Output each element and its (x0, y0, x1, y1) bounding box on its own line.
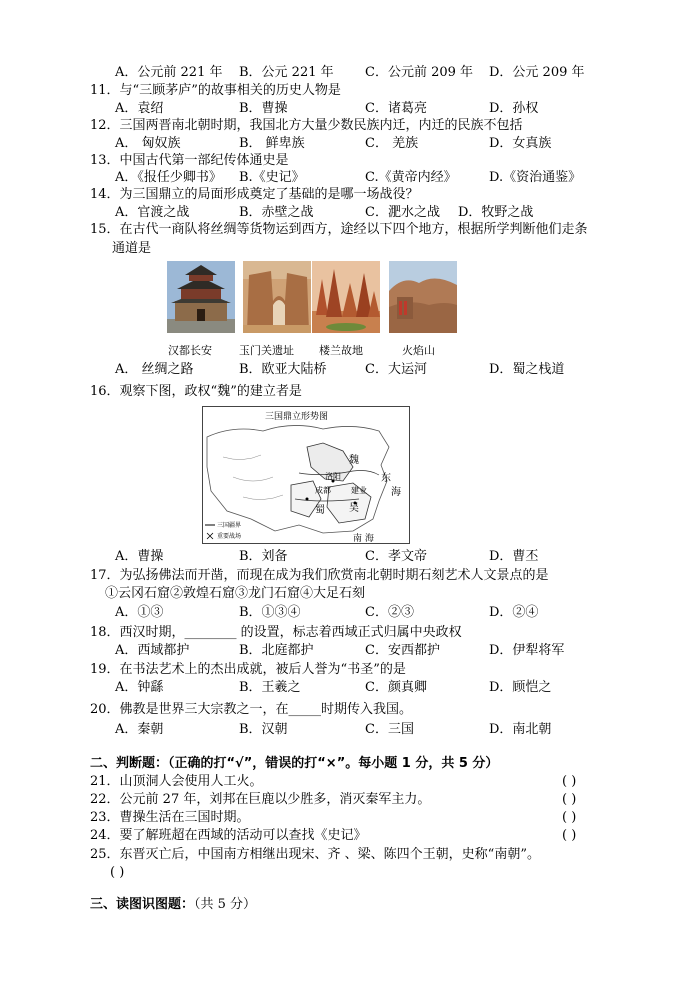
option-d: D．南北朝 (489, 722, 552, 737)
map-legend-boundary: 三国疆界 (217, 522, 242, 529)
option-a: A．曹操 (115, 549, 164, 564)
question-stem-continued: 通道是 (112, 241, 152, 256)
question-sub-items: ①云冈石窟②敦煌石窟③龙门石窟④大足石刻 (105, 586, 366, 601)
three-kingdoms-map (202, 406, 410, 544)
map-label-shu: 蜀 (315, 505, 325, 516)
photo-caption: 楼兰故地 (319, 344, 363, 357)
option-d: D．孙权 (489, 101, 539, 116)
option-c: C．三国 (365, 722, 414, 737)
judgement-item: 21．山顶洞人会使用人工火。 (90, 774, 263, 789)
option-b: B．公元 221 年 (239, 65, 334, 80)
answer-blank[interactable]: ( ) (562, 828, 577, 843)
option-a: A．官渡之战 (115, 205, 190, 220)
question-stem: 11．与“三顾茅庐”的故事相关的历史人物是 (90, 83, 341, 98)
option-b: B．曹操 (239, 101, 288, 116)
option-a: A．《报任少卿书》 (115, 170, 222, 185)
option-b: B．欧亚大陆桥 (239, 362, 327, 377)
map-label-jianye: 建业 (351, 486, 367, 495)
option-a: A． 丝绸之路 (115, 362, 194, 377)
photo-changan-bell-tower (167, 261, 235, 333)
option-b: B．刘备 (239, 549, 288, 564)
question-stem: 18．西汉时期，________ 的设置，标志着西域正式归属中央政权 (90, 625, 462, 640)
option-a: A．①③ (115, 605, 164, 620)
map-label-wei: 魏 (349, 455, 359, 466)
map-label-chengdu: 成都 (315, 486, 331, 495)
option-b: B．王羲之 (239, 680, 301, 695)
option-a: A． 匈奴族 (115, 136, 181, 151)
question-options (115, 604, 675, 622)
photo-caption: 火焰山 (402, 344, 435, 357)
option-b: B．汉朝 (239, 722, 288, 737)
option-c: C．②③ (365, 605, 414, 620)
option-a: A．钟繇 (115, 680, 164, 695)
question-stem: 20．佛教是世界三大宗教之一，在_____时期传入我国。 (90, 702, 413, 717)
answer-blank[interactable]: ( ) (110, 865, 125, 880)
q10-options (115, 64, 675, 82)
option-d: D．曹丕 (489, 549, 539, 564)
question-options (115, 169, 675, 187)
option-c: C．颜真卿 (365, 680, 427, 695)
option-d: D.《资治通鉴》 (489, 170, 582, 185)
section-heading: 二、判断题：（正确的打“√”，错误的打“×”。每小题 1 分，共 5 分） (90, 756, 499, 771)
answer-blank[interactable]: ( ) (562, 774, 577, 789)
option-c: C.《黄帝内经》 (365, 170, 457, 185)
photo-loulan (312, 261, 380, 333)
option-d: D．蜀之栈道 (489, 362, 565, 377)
question-stem: 16．观察下图，政权“魏”的建立者是 (90, 384, 302, 399)
map-label-wu: 吴 (349, 503, 359, 514)
map-legend-battlefield: 重要战场 (217, 533, 242, 540)
option-c: C．诸葛亮 (365, 101, 427, 116)
option-c: C．安西都护 (365, 643, 440, 658)
photo-yumen-pass (243, 261, 311, 333)
option-d: D．牧野之战 (458, 205, 534, 220)
option-c: C．公元前 209 年 (365, 65, 474, 80)
map-label-sea: 海 (391, 487, 401, 498)
section3-heading-row (90, 896, 256, 914)
section-heading: 三、读图识图题： (90, 897, 195, 912)
option-a: A．西域都护 (115, 643, 190, 658)
answer-blank[interactable]: ( ) (562, 810, 577, 825)
option-b: B．①③④ (239, 605, 301, 620)
option-d: D．顾恺之 (489, 680, 552, 695)
map-label-south-sea: 南 海 (353, 534, 374, 544)
judgement-item: 22．公元前 27 年，刘邦在巨鹿以少胜多，消灭秦军主力。 (90, 792, 431, 807)
option-c: C．孝文帝 (365, 549, 427, 564)
question-stem: 19．在书法艺术上的杰出成就，被后人誉为“书圣”的是 (90, 662, 406, 677)
question-options (115, 361, 675, 379)
map-title: 三国鼎立形势图 (265, 412, 329, 422)
option-b: B．北庭都护 (239, 643, 314, 658)
option-d: D．②④ (489, 605, 539, 620)
question-stem: 13．中国古代第一部纪传体通史是 (90, 153, 289, 168)
map-label-luoyang: 洛阳 (325, 472, 341, 481)
question-options (115, 642, 675, 660)
photo-flaming-mountains (389, 261, 457, 333)
answer-blank[interactable]: ( ) (562, 792, 577, 807)
option-a: A．公元前 221 年 (115, 65, 223, 80)
option-d: D．公元 209 年 (489, 65, 585, 80)
judgement-item: 24．要了解班超在西域的活动可以查找《史记》 (90, 828, 367, 843)
question-stem: 17．为弘扬佛法而开凿，而现在成为我们欣赏南北朝时期石刻艺术人文景点的是 (90, 568, 549, 583)
photo-caption: 汉都长安 (168, 344, 212, 357)
section-points: （共 5 分） (194, 897, 257, 912)
option-b: B． 鲜卑族 (239, 136, 305, 151)
question-options (115, 100, 675, 118)
option-a: A．袁绍 (115, 101, 164, 116)
photo-caption: 玉门关遗址 (239, 344, 294, 357)
option-c: C．大运河 (365, 362, 427, 377)
option-d: D．女真族 (489, 136, 552, 151)
question-stem: 14．为三国鼎立的局面形成奠定了基础的是哪一场战役？ (90, 187, 419, 202)
question-options (115, 135, 675, 153)
option-c: C．淝水之战 (365, 205, 440, 220)
question-stem: 15．在古代一商队将丝绸等货物运到西方，途经以下四个地方，根据所学判断他们走条 (90, 222, 588, 237)
question-options (115, 548, 675, 566)
option-b: B．赤壁之战 (239, 205, 314, 220)
judgement-item: 23．曹操生活在三国时期。 (90, 810, 250, 825)
question-options (115, 679, 675, 697)
question-options (115, 204, 675, 222)
question-options (115, 721, 675, 739)
option-a: A．秦朝 (115, 722, 164, 737)
map-label-east: 东 (381, 473, 391, 484)
option-d: D．伊犁将军 (489, 643, 565, 658)
option-c: C． 羌族 (365, 136, 419, 151)
judgement-item: 25．东晋灭亡后，中国南方相继出现宋、齐 、梁、陈四个王朝，史称“南朝”。 (90, 847, 540, 862)
option-b: B.《史记》 (239, 170, 305, 185)
question-stem: 12．三国两晋南北朝时期，我国北方大量少数民族内迁，内迁的民族不包括 (90, 118, 523, 133)
